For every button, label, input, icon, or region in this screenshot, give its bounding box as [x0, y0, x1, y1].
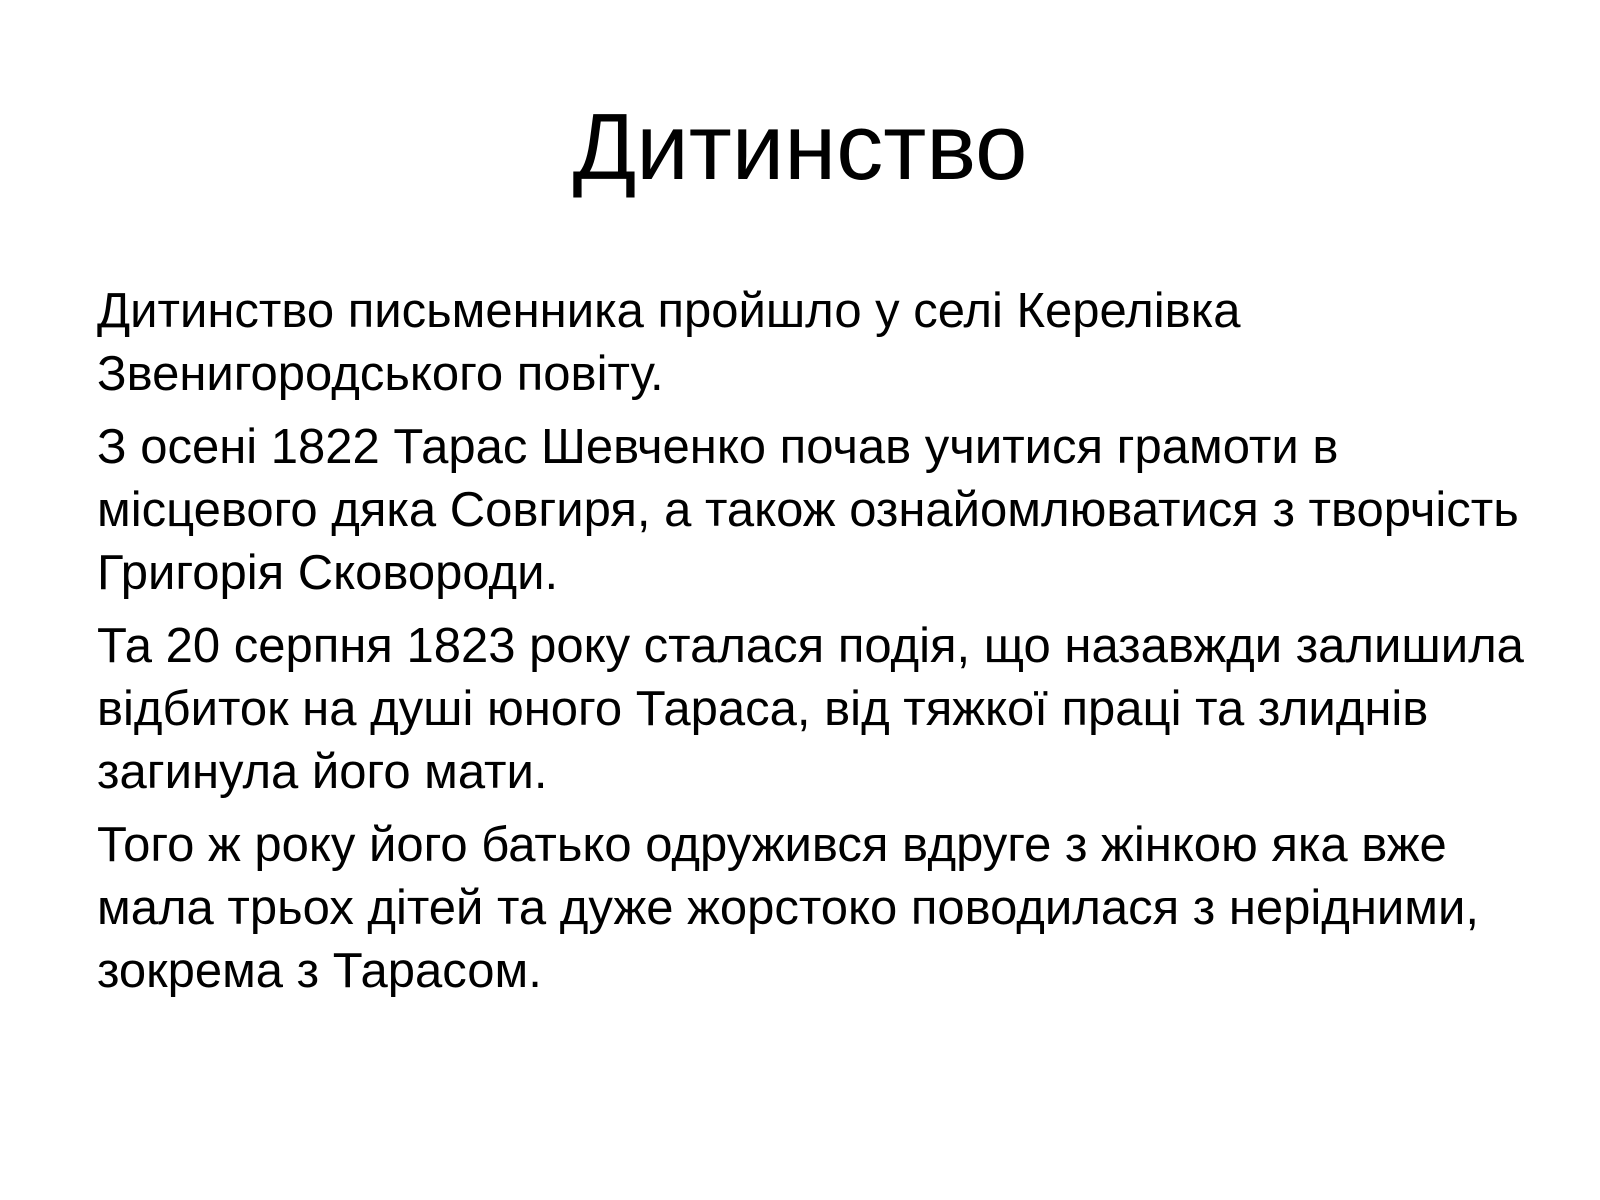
body-paragraph-4: Того ж року його батько одружився вдруге з жінкою яка вже мала трьох дітей та дуже жорстоко поводилася з нерідними, зокрема з Тарасом.	[97, 818, 1479, 998]
body-paragraph-1: Дитинство письменника пройшло у селі Керелівка Звенигородського повіту.	[97, 284, 1241, 401]
slide-body	[97, 280, 1547, 1013]
slide-title: Дитинство	[572, 94, 1028, 199]
body-paragraph-2: З осені 1822 Тарас Шевченко почав учитися грамоти в місцевого дяка Совгиря, а також ознайомлюватися з творчість Григорія Сковороди.	[97, 420, 1519, 600]
body-paragraph-3: Та 20 серпня 1823 року сталася подія, що назавжди залишила відбиток на душі юного Тараса, від тяжкої праці та злиднів загинула його мати.	[97, 619, 1524, 799]
